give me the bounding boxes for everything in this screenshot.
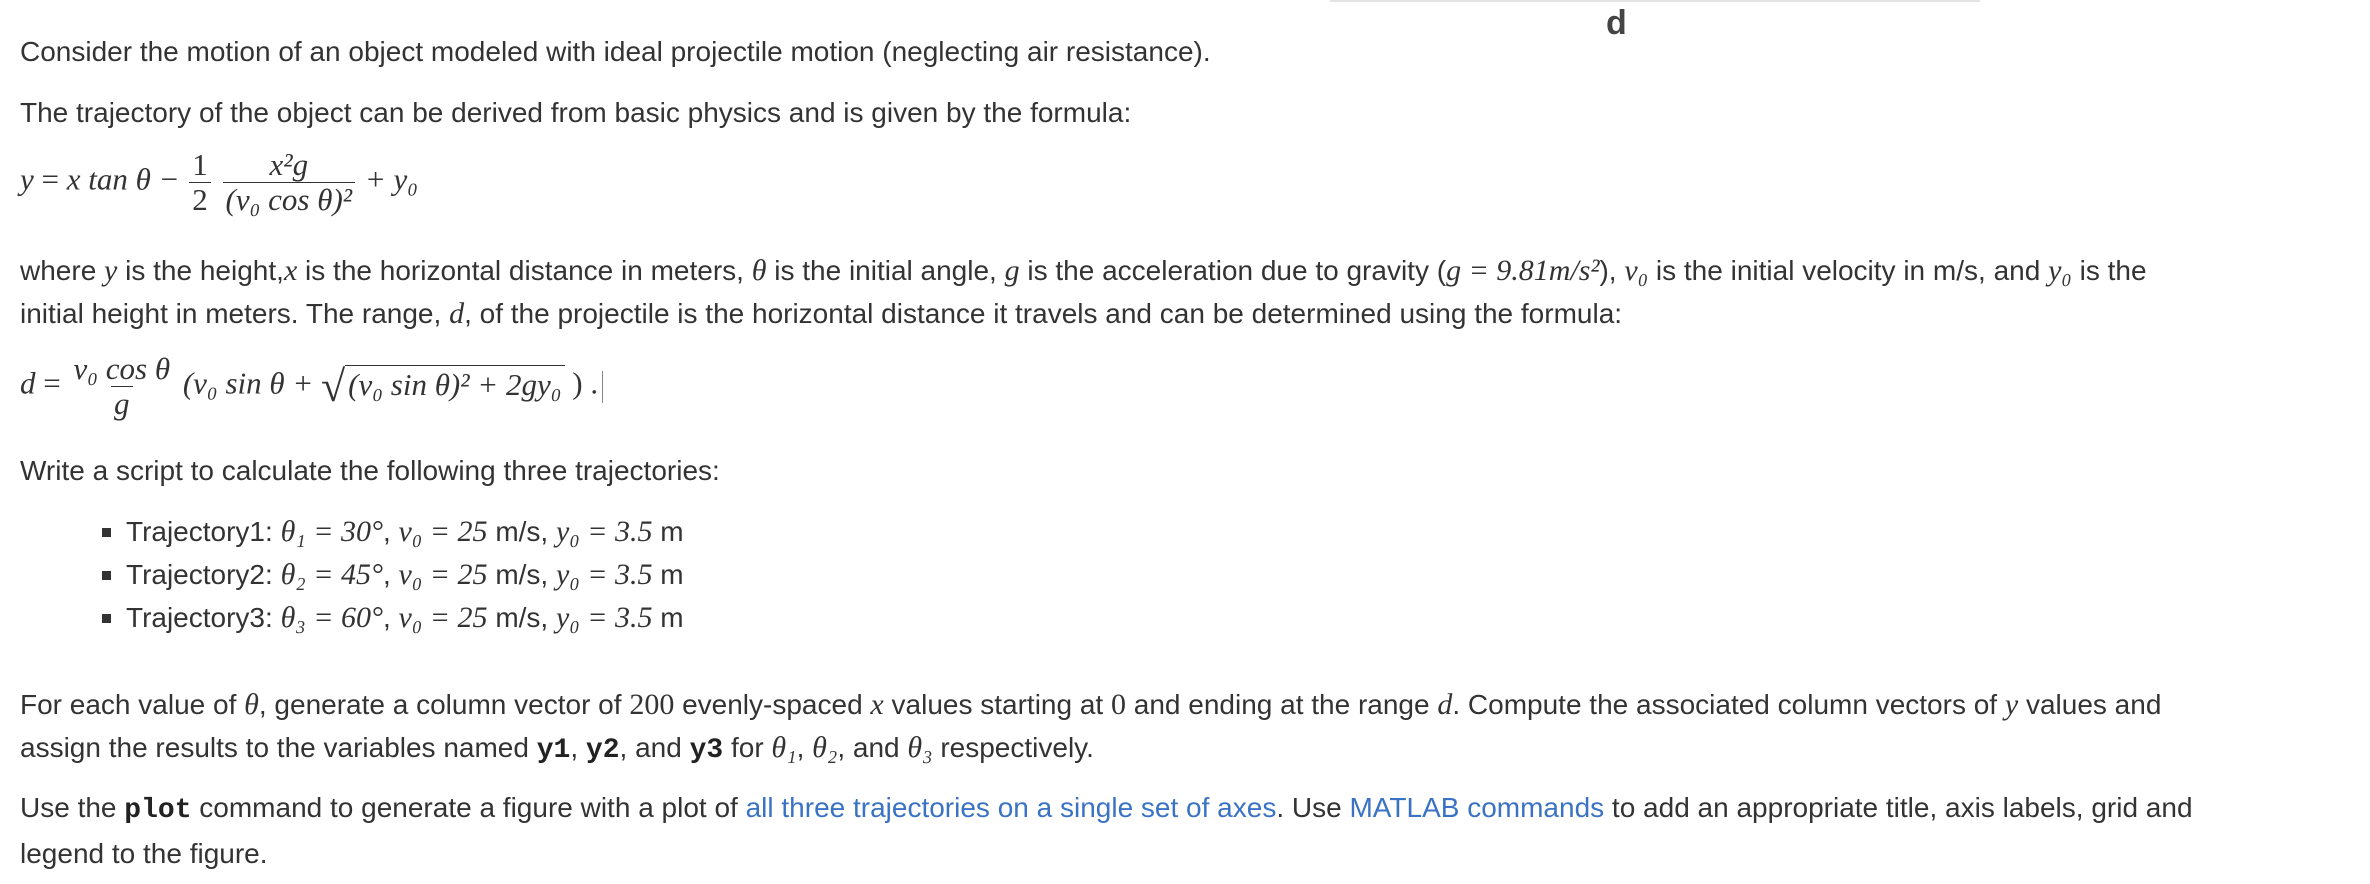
formula-y-term1: x tan θ − [66,161,180,197]
plot-command: plot [124,795,192,826]
variable-definitions: where y is the height,x is the horizontal distance in meters, θ is the initial angle, g is the acceleration due to gravity (g = 9.81m/s²), v₀ is the initial velocity in m/s, and y₀ is the initial height in meters. The range, d, of the projectile is the horizontal distance it travels and can be determined using the formula: [20,254,2147,330]
trajectory-intro-text: The trajectory of the object can be derived from basic physics and is given by the formula: [20,97,1132,128]
formula-y-lhs: y [20,161,34,197]
single-axes-link[interactable]: all three trajectories on a single set of axes [745,792,1277,823]
trajectory-list [102,510,684,639]
formula-d-close: ) . [572,365,599,401]
formula-y-fraction: $\frac{\text{x²g}}{\text{(v₀ cos θ)²}}$ [223,148,356,217]
vector-instructions: For each value of θ, generate a column vector of 200 evenly-spaced x values starting at 0 and ending at the range d. Compute the associated column vectors of y values and assign the results to the variables named y1, y2, and y3 for θ₁, θ₂, and θ₃ respectively. [20,688,2162,766]
intro-text: Consider the motion of an object modeled with ideal projectile motion (neglecting air resistance). [20,36,1211,67]
text-caret [602,371,603,403]
trajectory-formula: y = x tan θ − $\frac{1}{2}$ $\frac{\text{x²g}}{\text{(v₀ cos θ)²}}$ + y₀ [20,147,419,217]
formula-y-half: $\frac{1}{2}$ [189,148,211,217]
range-formula: d = $\frac{\text{v₀ cos θ}}{g}$ (v₀ sin θ + √ (v₀ sin θ)² + 2gy₀ ) . [20,352,603,421]
list-item: Trajectory2: θ₂ = 45°, v₀ = 25 m/s, y₀ = 3.5 m [102,553,684,596]
top-divider [1330,0,1980,2]
formula-d-sqrt: √ (v₀ sin θ)² + 2gy₀ [321,365,565,409]
var-y1: y1 [536,735,571,766]
plot-instructions: Use the plot command to generate a figure with a plot of all three trajectories on a single set of axes. Use MATLAB commands to add an appropriate title, axis labels, grid and legend to the figure. [20,792,2193,869]
header-label: d [1606,4,1627,42]
var-y2: y2 [585,735,620,766]
var-y3: y3 [689,735,724,766]
formula-d-open: (v₀ sin θ + [182,365,314,401]
script-intro-text: Write a script to calculate the following three trajectories: [20,455,720,486]
matlab-commands-link[interactable]: MATLAB commands [1349,792,1605,823]
formula-d-fraction: $\frac{\text{v₀ cos θ}}{g}$ [73,351,171,421]
list-item: Trajectory1: θ₁ = 30°, v₀ = 25 m/s, y₀ = 3.5 m [102,510,684,553]
list-item: Trajectory3: θ₃ = 60°, v₀ = 25 m/s, y₀ = 3.5 m [102,596,684,639]
formula-d-lhs: d [20,365,36,401]
formula-y-tail: + y₀ [364,161,419,197]
